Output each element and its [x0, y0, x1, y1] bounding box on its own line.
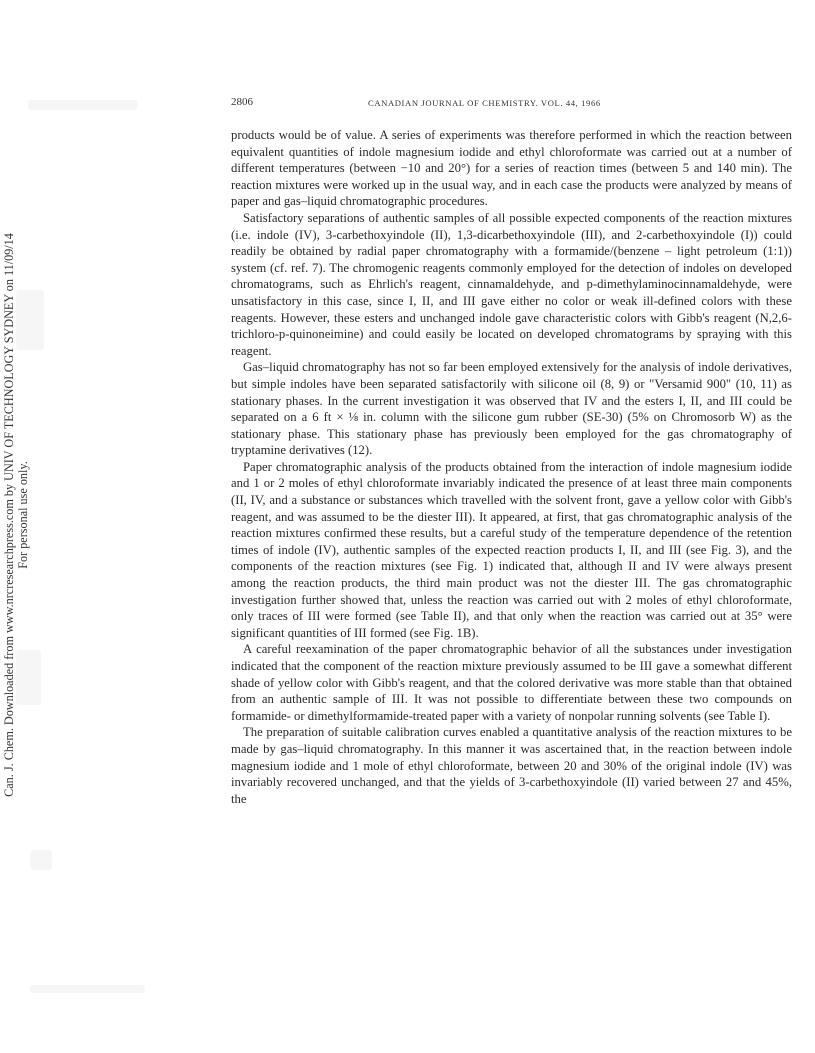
download-watermark [2, 215, 36, 815]
paragraph-calibration: The preparation of suitable calibration curves enabled a quantitative analysis of the reaction mixtures to be made by gas–liquid chromatography. In this manner it was ascertained that, in the reaction between indole magnesium iodide and 1 mole of ethyl chloroformate, between 20 and 30% of the original indole (IV) was invariably recovered unchanged, and that the yields of 3-carbethoxyindole (II) varied between 27 and 45%, the [231, 725, 792, 806]
scan-blemish [30, 850, 52, 870]
page-number: 2806 [231, 96, 253, 108]
scan-blemish [30, 985, 145, 993]
scan-blemish [28, 100, 138, 110]
paragraph-reexamination: A careful reexamination of the paper chromatographic behavior of all the substances under investigation indicated that the component of the reaction mixture previously assumed to be III gave a somewhat different shade of yellow color with Gibb's reagent, and that the colored derivative was more stable than that obtained from an authentic sample of III. It was not possible to differentiate between these two compounds on formamide- or dimethylformamide-treated paper with a variety of nonpolar running solvents (see Table I). [231, 642, 792, 723]
paragraph-reaction-series: products would be of value. A series of experiments was therefore performed in which the reaction between equivalent quantities of indole magnesium iodide and ethyl chloroformate was carried out at a number of different temperatures (between −10 and 20°) for a series of reaction times (between 5 and 140 min). The reaction mixtures were worked up in the usual way, and in each case the products were analyzed by means of paper and gas–liquid chromatographic procedures. [231, 128, 792, 209]
article-body [231, 127, 792, 807]
watermark-line-source: Can. J. Chem. Downloaded from www.nrcresearchpress.com by UNIV OF TECHNOLOGY SYDNEY on 11/09/14 [2, 233, 16, 797]
paragraph-product-analysis: Paper chromatographic analysis of the products obtained from the interaction of indole magnesium iodide and 1 or 2 moles of ethyl chloroformate invariably indicated the presence of at least three main components (II, IV, and a substance or substances which travelled with the solvent front, gave a yellow color with Gibb's reagent, and was assumed to be the diester III). It appeared, at first, that gas chromatographic analysis of the reaction mixtures confirmed these results, but a careful study of the temperature dependence of the retention times of indole (IV), authentic samples of the expected reaction products I, II, and III (see Fig. 3), and the components of the reaction mixtures (see Fig. 1) indicated that, although II and IV were always present among the reaction products, the third main product was not the diester III. The gas chromatographic investigation further showed that, unless the reaction was carried out with 2 moles of ethyl chloroformate, only traces of III were formed (see Table II), and that only when the reaction was carried out at 35° were significant quantities of III formed (see Fig. 1B). [231, 459, 792, 640]
watermark-line-usage: For personal use only. [16, 461, 30, 569]
journal-title: CANADIAN JOURNAL OF CHEMISTRY. VOL. 44, 1966 [368, 98, 601, 108]
paragraph-gas-liquid-chromatography: Gas–liquid chromatography has not so far been employed extensively for the analysis of indole derivatives, but simple indoles have been separated satisfactorily with silicone oil (8, 9) or "Versamid 900" (10, 11) as stationary phases. In the current investigation it was observed that IV and the esters I, II, and III could be separated on a 6 ft × ⅛ in. column with the silicone gum rubber (SE-30) (5% on Chromosorb W) as the stationary phase. This stationary phase has previously been employed for the gas chromatography of tryptamine derivatives (12). [231, 360, 792, 458]
paragraph-paper-chromatography: Satisfactory separations of authentic samples of all possible expected components of the reaction mixtures (i.e. indole (IV), 3-carbethoxyindole (II), 1,3-dicarbethoxyindole (III), and 2-carbethoxyindole (I)) could readily be obtained by radial paper chromatography with a formamide/(benzene – light petroleum (1:1)) system (cf. ref. 7). The chromogenic reagents commonly employed for the detection of indoles on developed chromatograms, such as Ehrlich's reagent, cinnamaldehyde, and p-dimethylaminocinnamaldehyde, were unsatisfactory in this case, since I, II, and III gave either no color or weak ill-defined colors with these reagents. However, these esters and unchanged indole gave characteristic colors with Gibb's reagent (N,2,6-trichloro-p-quinoneimine) and could easily be located on developed chromatograms by spraying with this reagent. [231, 210, 792, 358]
